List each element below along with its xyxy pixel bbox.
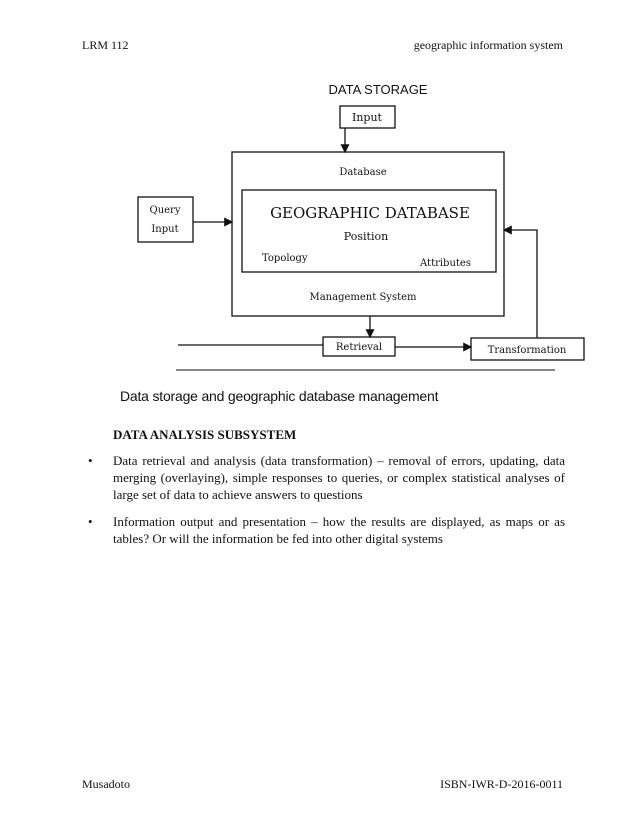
bullet-icon: •: [88, 514, 93, 529]
attributes-label: Attributes: [420, 258, 471, 269]
query-label: Query: [149, 205, 181, 216]
header-course: LRM 112: [82, 38, 129, 52]
query-input-box: [138, 197, 193, 242]
transformation-label: Transformation: [487, 345, 567, 356]
list-item: [88, 513, 565, 547]
section-heading: DATA ANALYSIS SUBSYSTEM: [113, 427, 297, 442]
retrieval-label: Retrieval: [335, 342, 383, 353]
management-label: Management System: [309, 292, 417, 303]
diagram-svg: [0, 0, 638, 380]
geo-database-label: GEOGRAPHIC DATABASE: [270, 204, 470, 222]
bullet-list: [88, 452, 565, 557]
topology-label: Topology: [262, 253, 308, 264]
list-item: [88, 452, 565, 503]
footer-author: Musadoto: [82, 777, 130, 791]
position-label: Position: [343, 230, 389, 243]
figure-caption: Data storage and geographic database management: [120, 388, 439, 404]
footer-isbn: ISBN-IWR-D-2016-0011: [440, 777, 563, 791]
bullet-text: Information output and presentation – how the results are displayed, as maps or as tables? Or will the information be fed into other digital systems: [113, 514, 565, 546]
query-input-label: Input: [151, 224, 179, 235]
input-label: Input: [352, 111, 382, 124]
feedback-arrow: [504, 230, 537, 338]
data-storage-diagram: [0, 0, 638, 380]
bullet-text: Data retrieval and analysis (data transformation) – removal of errors, updating, data merging (overlaying), simple responses to queries, or complex statistical analyses of large set of data to achieve answers to questions: [113, 453, 565, 502]
figure-title: DATA STORAGE: [328, 82, 428, 97]
bullet-icon: •: [88, 453, 93, 468]
database-label: Database: [339, 167, 387, 178]
header-subject: geographic information system: [413, 38, 563, 52]
